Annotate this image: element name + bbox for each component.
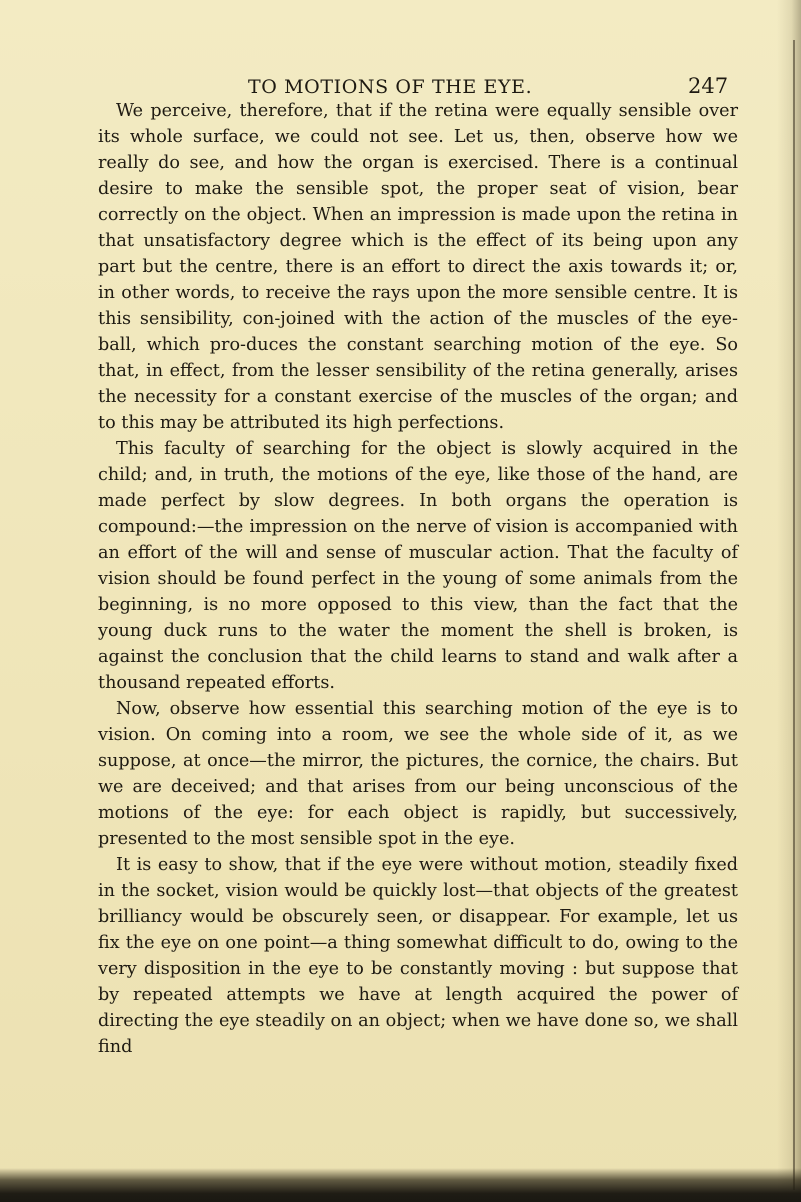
- paragraph: This faculty of searching for the object is slowly acquired in the child; and, in truth, the motions of the eye, like those of the hand, are made perfect by slow degrees. In both organs the operation is compound:—the impression on the nerve of vision is accompanied with an effort of the will and sense of muscular action. That the faculty of vision should be found perfect in the young of some animals from the beginning, is no more opposed to this view, than the fact that the young duck runs to the water the moment the shell is broken, is against the conclusion that the child learns to stand and walk after a thousand repeated efforts.: [98, 439, 738, 693]
- page-edge-line: [793, 40, 795, 1190]
- paragraph: It is easy to show, that if the eye were without motion, steadily fixed in the socket, vision would be quickly lost—that objects of the greatest brilliancy would be obscurely seen, or disappear. For example, let us fix the eye on one point—a thing somewhat difficult to do, owing to the very disposition in the eye to be constantly moving : but suppose that by repeated attempts we have at length acquired the power of directing the eye steadily on an object; when we have done so, we shall find: [98, 855, 738, 1057]
- body-text: [98, 98, 738, 1060]
- paragraph: We perceive, therefore, that if the retina were equally sensible over its whole surface, we could not see. Let us, then, observe how we really do see, and how the organ is exercised. There is a continual desire to make the sensible spot, the proper seat of vision, bear correctly on the object. When an impression is made upon the retina in that unsatisfactory degree which is the effect of its being upon any part but the centre, there is an effort to direct the axis towards it; or, in other words, to receive the rays upon the more sensible centre. It is this sensibility, con-joined with the action of the muscles of the eye-ball, which pro-duces the constant searching motion of the eye. So that, in effect, from the lesser sensibility of the retina generally, arises the necessity for a constant exercise of the muscles of the organ; and to this may be attributed its high perfections.: [98, 101, 738, 433]
- scan-bottom-edge: [0, 1168, 801, 1202]
- paragraph: Now, observe how essential this searching motion of the eye is to vision. On coming into a room, we see the whole side of it, as we suppose, at once—the mirror, the pictures, the cornice, the chairs. But we are deceived; and that arises from our being unconscious of the motions of the eye: for each object is rapidly, but successively, presented to the most sensible spot in the eye.: [98, 699, 738, 849]
- page-edge-shadow: [777, 0, 801, 1202]
- page-number: 247: [688, 74, 729, 98]
- running-head: TO MOTIONS OF THE EYE.: [248, 76, 533, 98]
